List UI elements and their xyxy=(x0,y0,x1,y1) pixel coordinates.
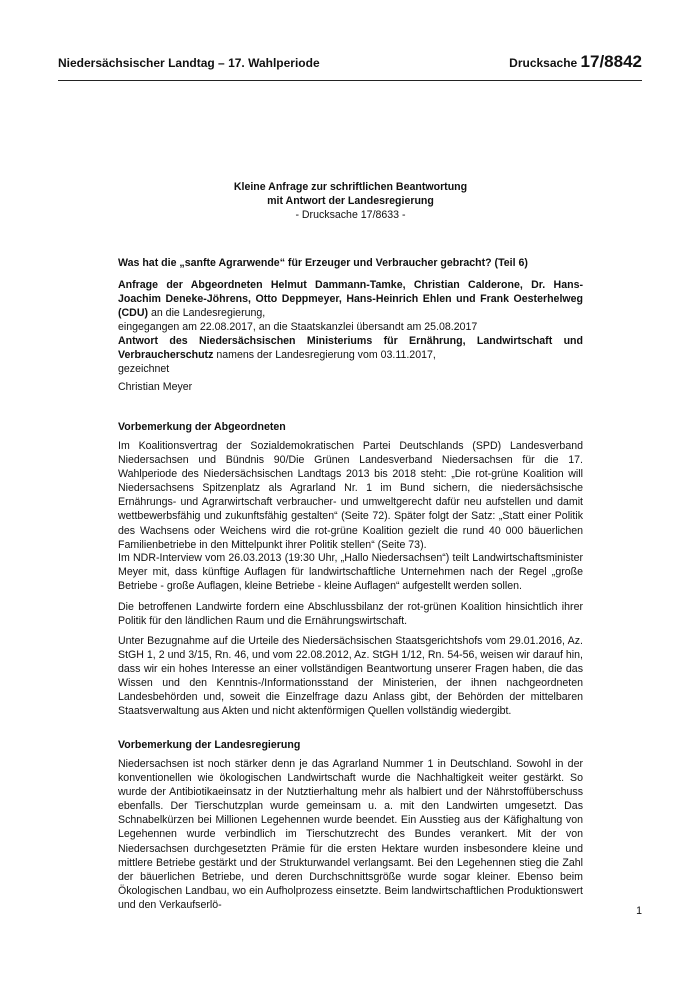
inquiry-text xyxy=(118,278,583,320)
inquiry-authors: Anfrage der Abgeordneten Helmut Dammann-Tamke, Christian Calderone, Dr. Hans-Joachim Deneke-Jöhrens, Otto Deppmeyer, Hans-Heinrich Ehlen und Frank Oesterhelweg (CDU) xyxy=(118,279,583,320)
inquiry-block xyxy=(118,278,583,334)
answer-signed: gezeichnet xyxy=(118,363,170,376)
question-title: Was hat die „sanfte Agrarwende“ für Erzeuger und Verbraucher gebracht? (Teil 6) xyxy=(118,257,528,269)
answer-block xyxy=(118,334,583,376)
signatory-name: Christian Meyer xyxy=(118,381,193,393)
inquiry-addressee: an die Landesregierung, xyxy=(148,307,266,320)
answer-text xyxy=(118,334,583,362)
title-line-1: Kleine Anfrage zur schriftlichen Beantwortung xyxy=(233,181,468,193)
inquiry-received: eingegangen am 22.08.2017, an die Staatskanzlei übersandt am 25.08.2017 xyxy=(118,321,478,334)
answer-date: namens der Landesregierung vom 03.11.2017, xyxy=(213,349,436,362)
page-number: 1 xyxy=(636,905,642,917)
section-deputies-p1: Im Koalitionsvertrag der Sozialdemokratischen Partei Deutschlands (SPD) Landesverband Niedersachsen und Bündnis 90/Die Grünen Landesverband Niedersachsen für die 17. Wahlperiode des Niedersächsischen Landtags 2013 bis 2018 steht: „Die rot-grüne Koalition will Niedersachsens Spitzenplatz als Agrarland Nr. 1 im Bund sichern, die niedersächsische Ernährungs- und Agrarwirtschaft verbraucher- und umweltgerecht dafür neu aufstellen und damit wettbewerbsfähig und zukunftsfähig gestalten“ (Seite 72). Später folgt der Satz: „Statt einer Politik des Wachsens oder Weichens wird die rot-grüne Koalition gezielt die rund 40 000 bäuerlichen Familienbetriebe in den Mittelpunkt ihrer Politik stellen“ (Seite 73). xyxy=(118,440,583,551)
header-parliament: Niedersächsischer Landtag – 17. Wahlperiode xyxy=(58,56,320,70)
page-header xyxy=(58,52,642,72)
answer-ministry: Antwort des Niedersächsischen Ministeriums für Ernährung, Landwirtschaft und Verbraucherschutz xyxy=(118,335,583,362)
header-rule xyxy=(58,80,642,81)
section-deputies-p4: Unter Bezugnahme auf die Urteile des Niedersächsischen Staatsgerichtshofs vom 29.01.2016, Az. StGH 1, 2 und 3/15, Rn. 46, und vom 22.08.2012, Az. StGH 1/12, Rn. 54-56, weisen wir darauf hin, dass wir ein hohes Interesse an einer vollständigen Beantwortung unserer Fragen haben, die das Wissen und den Kenntnis-/Informationsstand der Ministerien, der ihnen nachgeordneten Landesbehörden und, soweit die Einzelfrage dazu Anlass gibt, der Behörden der mittelbaren Staatsverwaltung aus Akten und nicht aktenförmigen Quellen vollständig wiedergibt. xyxy=(118,635,583,718)
section-heading-government: Vorbemerkung der Landesregierung xyxy=(118,739,301,751)
section-government-p1: Niedersachsen ist noch stärker denn je das Agrarland Nummer 1 in Deutschland. Sowohl in der konventionellen wie ökologischen Landwirtschaft wurde die Nachhaltigkeit weiter gestärkt. So wurde der Antibiotikaeinsatz in der Nutztierhaltung mehr als halbiert und der Nährstoffüberschuss ebenfalls. Der Tierschutzplan wurde gemeinsam u. a. mit den Landwirten umgesetzt. Das Schnabelkürzen bei Millionen Legehennen wurde beendet. Ein Ausstieg aus der Käfighaltung von Legehennen wurde verbindlich im Tierschutzrecht des Bundes verankert. Mit der von Niedersachsen durchgesetzten Prämie für die ersten Hektare wurden insbesondere kleine und mittlere Betriebe gestärkt und der Strukturwandel verlangsamt. Bei den Legehennen stieg die Zahl der bäuerlichen Betriebe, und deren Durchschnittsgröße wurde sogar kleiner. Ebenso beim Ökologischen Landbau, wo ein Aufholprozess einsetzte. Beim landwirtschaftlichen Produktionswert und den Verkaufserlö- xyxy=(118,758,583,911)
section-deputies-p3: Die betroffenen Landwirte fordern eine Abschlussbilanz der rot-grünen Koalition hinsichtlich ihrer Politik für den ländlichen Raum und die Ernährungswirtschaft. xyxy=(118,601,583,628)
title-line-2: mit Antwort der Landesregierung xyxy=(267,195,434,208)
title-reference: - Drucksache 17/8633 - xyxy=(295,209,406,221)
section-heading-deputies: Vorbemerkung der Abgeordneten xyxy=(118,421,286,433)
document-title xyxy=(118,180,583,208)
section-deputies-p2: Im NDR-Interview vom 26.03.2013 (19:30 Uhr, „Hallo Niedersachsen“) teilt Landwirtschaftsminister Meyer mit, dass künftige Auflagen für landwirtschaftliche Unternehmen nach der Regel „große Betriebe - große Auflagen, kleine Betriebe - kleine Auflagen“ aufgestellt werden sollen. xyxy=(118,552,583,593)
header-document-label: Drucksache xyxy=(509,56,578,70)
header-document-value: 17/8842 xyxy=(580,52,642,71)
header-document-number xyxy=(509,52,642,72)
